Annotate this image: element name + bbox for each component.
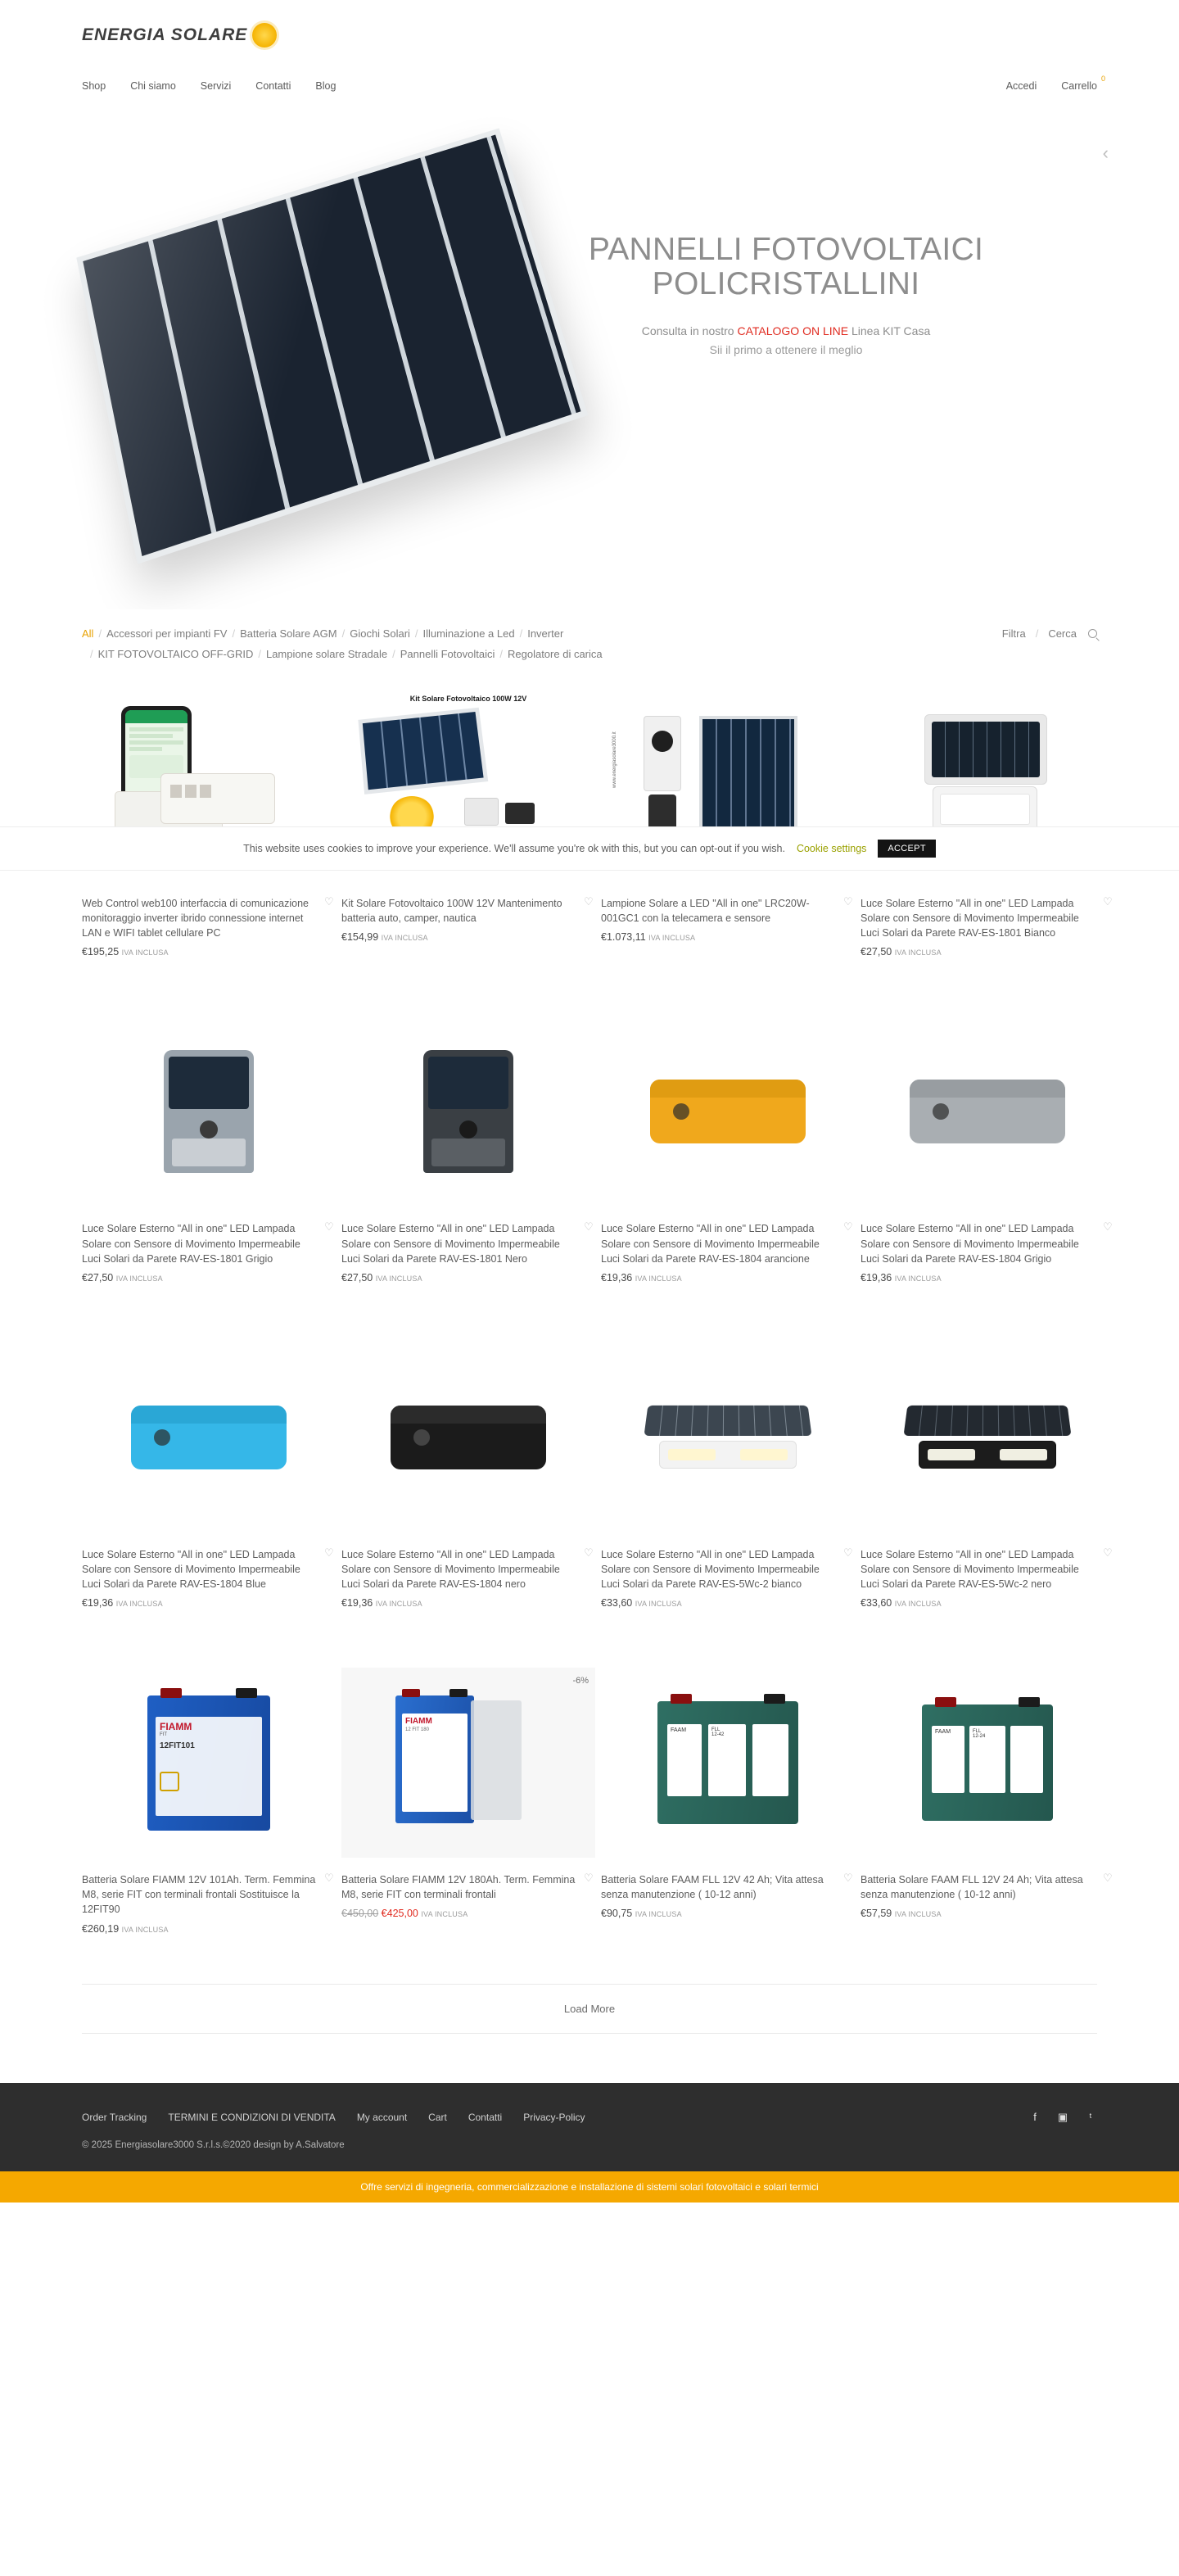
wishlist-heart-icon[interactable]: ♡ — [1103, 1546, 1113, 1559]
filter-pannelli-fotovoltaici[interactable]: Pannelli Fotovoltaici — [400, 648, 495, 660]
wishlist-heart-icon[interactable]: ♡ — [843, 895, 853, 908]
product-title[interactable]: Kit Solare Fotovoltaico 100W 12V Mantenimento batteria auto, camper, nautica — [341, 898, 562, 925]
product-card[interactable] — [861, 1003, 1114, 1283]
product-card[interactable] — [82, 1329, 336, 1609]
product-title-row — [601, 1872, 855, 1902]
product-card[interactable] — [861, 1655, 1114, 1934]
header-top — [82, 0, 1097, 70]
product-card[interactable] — [341, 1003, 595, 1283]
price-value: €19,36 — [601, 1271, 633, 1283]
product-title[interactable]: Luce Solare Esterno "All in one" LED Lampada Solare con Sensore di Movimento Impermeabile Luci Solari da Parete RAV-ES-5Wc-2 nero — [861, 1548, 1079, 1590]
site-header — [0, 0, 1179, 102]
battery-terminal-positive — [160, 1688, 182, 1698]
product-price — [341, 1272, 595, 1283]
filter-batteria-agm[interactable]: Batteria Solare AGM — [240, 627, 337, 640]
solar-cells — [83, 134, 580, 556]
price-value: €90,75 — [601, 1908, 633, 1920]
hero-title — [524, 233, 1048, 301]
hero-slider — [0, 102, 1179, 609]
filter-regolatore-carica[interactable]: Regolatore di carica — [508, 648, 603, 660]
price-vat-note: IVA INCLUSA — [115, 1274, 163, 1283]
footer-top — [82, 2111, 1097, 2124]
hero-title-line2: POLICRISTALLINI — [652, 266, 920, 302]
battery-label-left: FAAM — [932, 1726, 964, 1793]
battery-terminal-negative — [764, 1694, 785, 1704]
price-vat-note: IVA INCLUSA — [894, 1910, 942, 1919]
footer-link-order-tracking[interactable]: Order Tracking — [82, 2111, 147, 2123]
product-title-row — [861, 1221, 1114, 1265]
price-vat-note: IVA INCLUSA — [421, 1910, 468, 1919]
price-value: €33,60 — [861, 1597, 892, 1609]
price-value: €19,36 — [341, 1597, 373, 1609]
product-title[interactable]: Luce Solare Esterno "All in one" LED Lampada Solare con Sensore di Movimento Impermeabile Luci Solari da Parete RAV-ES-1804 nero — [341, 1548, 560, 1590]
product-title[interactable]: Web Control web100 interfaccia di comunicazione monitoraggio inverter ibrido connessione internet LAN e WIFI tablet cellulare PC — [82, 898, 309, 939]
solar-cell-panel — [428, 1057, 508, 1109]
product-title[interactable]: Luce Solare Esterno "All in one" LED Lampada Solare con Sensore di Movimento Impermeabile Luci Solari da Parete RAV-ES-1801 Nero — [341, 1223, 560, 1265]
footer-link-termini[interactable]: TERMINI E CONDIZIONI DI VENDITA — [168, 2111, 336, 2123]
solar-lamp-grey-art — [164, 1050, 254, 1173]
product-price — [601, 1908, 855, 1919]
hero-title-line1: PANNELLI FOTOVOLTAICI — [588, 232, 984, 267]
price-vat-note: IVA INCLUSA — [381, 934, 428, 943]
filter-inverter[interactable]: Inverter — [527, 627, 564, 640]
wishlist-heart-icon[interactable]: ♡ — [843, 1220, 853, 1234]
nav-item-blog[interactable]: Blog — [315, 80, 337, 92]
filtra-button[interactable]: Filtra — [1001, 627, 1026, 640]
price-vat-note: IVA INCLUSA — [375, 1274, 422, 1283]
filter-separator: / — [414, 627, 418, 640]
battery-label-left: FAAM — [667, 1724, 702, 1796]
footer-link-my-account[interactable]: My account — [356, 2111, 408, 2123]
product-card[interactable] — [82, 678, 336, 958]
nav-item-chi-siamo[interactable]: Chi siamo — [130, 80, 176, 92]
product-price — [601, 1597, 855, 1609]
product-title[interactable]: Luce Solare Esterno "All in one" LED Lampada Solare con Sensore di Movimento Impermeabile Luci Solari da Parete RAV-ES-1804 Grigio — [861, 1223, 1079, 1265]
filter-kit-off-grid[interactable]: KIT FOTOVOLTAICO OFF-GRID — [97, 648, 254, 660]
solar-cell-panel — [131, 1406, 287, 1424]
price-value: €1.073,11 — [601, 931, 646, 944]
wishlist-heart-icon[interactable]: ♡ — [584, 1872, 594, 1885]
solar-bar-black-art — [391, 1406, 546, 1469]
price-vat-note: IVA INCLUSA — [648, 934, 696, 943]
product-price — [601, 931, 855, 943]
image-overlay-title: Kit Solare Fotovoltaico 100W 12V — [409, 695, 527, 703]
price-original: €450,00 — [341, 1908, 379, 1920]
product-title[interactable]: Batteria Solare FIAMM 12V 180Ah. Term. Femmina M8, serie FIT con terminali frontali — [341, 1874, 576, 1901]
product-row — [82, 678, 1113, 958]
filter-separator: / — [499, 648, 503, 660]
filter-giochi-solari[interactable]: Giochi Solari — [350, 627, 410, 640]
row-spacer — [82, 1283, 1097, 1329]
product-card[interactable] — [82, 1003, 336, 1283]
product-title[interactable]: Luce Solare Esterno "All in one" LED Lampada Solare con Sensore di Movimento Impermeabile Luci Solari da Parete RAV-ES-5Wc-2 bianco — [601, 1548, 820, 1590]
motion-sensor — [459, 1120, 477, 1139]
instagram-icon[interactable]: ▣ — [1057, 2110, 1068, 2123]
hero-subtitle-2: Sii il primo a ottenere il meglio — [709, 343, 863, 357]
led-housing — [659, 1441, 797, 1469]
product-image[interactable] — [341, 1016, 595, 1207]
filter-separator: / — [519, 627, 523, 640]
product-image[interactable] — [861, 1342, 1114, 1532]
motion-sensor — [673, 1103, 689, 1120]
product-image[interactable] — [341, 1668, 595, 1858]
filter-separator: / — [341, 627, 346, 640]
site-footer — [0, 2083, 1179, 2171]
filter-separator: / — [98, 627, 102, 640]
led-housing — [919, 1441, 1056, 1469]
product-title[interactable]: Luce Solare Esterno "All in one" LED Lampada Solare con Sensore di Movimento Impermeabile Luci Solari da Parete RAV-ES-1801 Bianco — [861, 898, 1079, 939]
slider-prev-icon[interactable]: ‹ — [1102, 143, 1109, 163]
product-title-row — [861, 1872, 1114, 1902]
product-card[interactable] — [601, 1329, 855, 1609]
product-title-row — [861, 1547, 1114, 1591]
filter-row-1 — [82, 609, 1097, 640]
price-vat-note: IVA INCLUSA — [635, 1274, 682, 1283]
product-image[interactable] — [601, 1668, 855, 1858]
product-row — [82, 1329, 1113, 1609]
product-price — [82, 946, 336, 958]
solar-wing-white-art — [646, 1398, 810, 1477]
price-vat-note: IVA INCLUSA — [894, 1600, 942, 1609]
battery-terminal-negative — [236, 1688, 257, 1698]
footer-links — [82, 2112, 585, 2123]
product-title-row — [341, 1872, 595, 1902]
price-vat-note: IVA INCLUSA — [375, 1600, 422, 1609]
hero-sub-pre: Consulta in nostro — [641, 324, 738, 338]
led-area — [431, 1139, 505, 1166]
product-price — [861, 1272, 1114, 1283]
filter-actions — [1002, 627, 1097, 640]
filter-lampione-stradale[interactable]: Lampione solare Stradale — [265, 648, 388, 660]
battery-label-mid: FLL 12-24 — [969, 1726, 1005, 1793]
social-links — [1028, 2111, 1097, 2124]
footer-tagline-bar: Offre servizi di ingegneria, commercializzazione e installazione di sistemi solari fotovoltaici e solari termici — [0, 2171, 1179, 2203]
wishlist-heart-icon[interactable]: ♡ — [1103, 1872, 1113, 1885]
filter-accessori[interactable]: Accessori per impianti FV — [106, 627, 228, 640]
filter-row-2 — [82, 640, 1097, 678]
wishlist-heart-icon[interactable]: ♡ — [584, 895, 594, 908]
nav-left — [82, 80, 360, 92]
product-card[interactable] — [601, 1003, 855, 1283]
wishlist-heart-icon[interactable]: ♡ — [843, 1872, 853, 1885]
product-image[interactable] — [82, 1342, 336, 1532]
cart-label: Carrello — [1061, 80, 1097, 92]
battery-fiamm-180-art: FIAMM 12 FIT 180 — [341, 1668, 595, 1858]
nav-item-servizi[interactable]: Servizi — [200, 80, 232, 92]
price-value: €27,50 — [861, 946, 892, 958]
price-value: €33,60 — [601, 1597, 633, 1609]
solar-bar-grey-art — [910, 1080, 1065, 1143]
product-title-row — [82, 896, 336, 940]
battery-terminal-positive — [671, 1694, 692, 1704]
filter-separator: / — [392, 648, 395, 660]
product-title[interactable]: Batteria Solare FIAMM 12V 101Ah. Term. Femmina M8, serie FIT con terminali frontali Sostituisce la 12FIT90 — [82, 1874, 316, 1916]
product-card[interactable] — [861, 1329, 1114, 1609]
product-image[interactable] — [861, 1668, 1114, 1858]
hero-product-image — [74, 155, 581, 540]
footer-link-privacy[interactable]: Privacy-Policy — [523, 2111, 585, 2123]
product-row — [82, 1655, 1113, 1935]
product-image[interactable] — [601, 1342, 855, 1532]
hero-sub-post: Linea KIT Casa — [848, 324, 931, 338]
nav-item-carrello[interactable] — [1061, 75, 1105, 92]
battery-label-right — [752, 1724, 788, 1796]
wishlist-heart-icon[interactable]: ♡ — [324, 1872, 334, 1885]
filter-illuminazione-led[interactable]: Illuminazione a Led — [422, 627, 515, 640]
battery-faam-green-2-art — [922, 1705, 1053, 1821]
footer-link-contatti[interactable]: Contatti — [468, 2111, 503, 2123]
product-title[interactable]: Batteria Solare FAAM FLL 12V 42 Ah; Vita attesa senza manutenzione ( 10-12 anni) — [601, 1874, 824, 1901]
facebook-icon[interactable]: f — [1033, 2111, 1037, 2123]
main-navigation — [82, 70, 1105, 102]
product-card[interactable] — [341, 1655, 595, 1934]
price-value: €19,36 — [82, 1597, 114, 1609]
product-title[interactable]: Luce Solare Esterno "All in one" LED Lampada Solare con Sensore di Movimento Impermeabile Luci Solari da Parete RAV-ES-1801 Grigio — [82, 1223, 300, 1265]
row-spacer — [82, 1609, 1097, 1655]
wishlist-heart-icon[interactable]: ♡ — [843, 1546, 853, 1559]
cerca-button[interactable]: Cerca — [1048, 627, 1077, 640]
product-title-row — [861, 896, 1114, 940]
product-row — [82, 1003, 1113, 1283]
product-card[interactable] — [601, 678, 855, 958]
price-vat-note: IVA INCLUSA — [635, 1910, 682, 1919]
product-card[interactable] — [341, 678, 595, 958]
product-title-row — [601, 1221, 855, 1265]
filter-separator: / — [232, 627, 236, 640]
cookie-message: This website uses cookies to improve your experience. We'll assume you're ok with this, but you can opt-out if you wish. — [243, 843, 785, 854]
sale-badge: -6% — [572, 1676, 589, 1686]
nav-right — [982, 75, 1105, 92]
price-value: €19,36 — [861, 1271, 892, 1283]
hero-text — [524, 233, 1048, 356]
price-vat-note: IVA INCLUSA — [121, 948, 169, 958]
battery-fiamm-blue-art — [147, 1695, 270, 1831]
price-vat-note: IVA INCLUSA — [894, 1274, 942, 1283]
product-image[interactable] — [341, 1342, 595, 1532]
lampione-art: www.energiasolare3000.it — [601, 691, 855, 881]
filter-all[interactable]: All — [82, 627, 94, 640]
product-title-row — [82, 1221, 336, 1265]
nav-item-shop[interactable]: Shop — [82, 80, 106, 92]
solar-cell-panel — [391, 1406, 546, 1424]
cart-count-badge: 0 — [1100, 75, 1105, 83]
battery-terminal-negative — [1019, 1697, 1040, 1707]
product-price — [861, 1597, 1114, 1609]
led-area — [172, 1139, 246, 1166]
price-vat-note: IVA INCLUSA — [894, 948, 942, 958]
battery-terminal-positive — [935, 1697, 956, 1707]
battery-label-mid: FLL 12-42 — [708, 1724, 746, 1796]
price-vat-note: IVA INCLUSA — [115, 1600, 163, 1609]
product-title[interactable]: Lampione Solare a LED "All in one" LRC20W-001GC1 con la telecamera e sensore — [601, 898, 810, 925]
product-title[interactable]: Luce Solare Esterno "All in one" LED Lampada Solare con Sensore di Movimento Impermeabile Luci Solari da Parete RAV-ES-1804 Blue — [82, 1548, 300, 1590]
solar-bar-orange-art — [650, 1080, 806, 1143]
product-card[interactable] — [82, 1655, 336, 1934]
price-discounted: €425,00 — [381, 1908, 418, 1920]
wishlist-heart-icon[interactable]: ♡ — [1103, 1220, 1113, 1234]
nav-item-accedi[interactable]: Accedi — [1005, 80, 1037, 92]
solar-cell-panel — [650, 1080, 806, 1098]
footer-link-cart[interactable]: Cart — [428, 2111, 447, 2123]
solar-cell-panel — [169, 1057, 249, 1109]
product-image[interactable] — [861, 1016, 1114, 1207]
solar-wing-black-art — [906, 1398, 1069, 1477]
product-price — [861, 946, 1114, 958]
price-value: €154,99 — [341, 931, 379, 944]
wishlist-heart-icon[interactable]: ♡ — [584, 1220, 594, 1234]
product-title-row — [82, 1547, 336, 1591]
product-image[interactable] — [601, 1016, 855, 1207]
price-value: €27,50 — [82, 1271, 114, 1283]
cookie-accept-button[interactable]: ACCEPT — [878, 840, 935, 858]
price-value: €260,19 — [82, 1922, 120, 1935]
product-title-row — [82, 1872, 336, 1917]
motion-sensor — [413, 1429, 430, 1446]
product-title[interactable]: Luce Solare Esterno "All in one" LED Lampada Solare con Sensore di Movimento Impermeabile Luci Solari da Parete RAV-ES-1804 arancione — [601, 1223, 820, 1265]
hero-subtitle — [524, 324, 1048, 337]
wishlist-heart-icon[interactable]: ♡ — [324, 895, 334, 908]
logo-text: ENERGIA SOLARE — [82, 25, 248, 44]
product-image[interactable] — [82, 1668, 336, 1858]
product-title-row — [601, 896, 855, 926]
product-card[interactable] — [861, 678, 1114, 958]
solar-cell-panel — [910, 1080, 1065, 1098]
product-title-row — [341, 1221, 595, 1265]
battery-label-right — [1010, 1726, 1043, 1793]
product-card[interactable] — [341, 1329, 595, 1609]
product-title-row — [341, 1547, 595, 1591]
solar-cell-panel — [903, 1406, 1071, 1436]
price-value: €27,50 — [341, 1271, 373, 1283]
wishlist-heart-icon[interactable]: ♡ — [324, 1220, 334, 1234]
product-title-row — [341, 896, 595, 926]
motion-sensor — [933, 1103, 949, 1120]
product-image[interactable] — [82, 1016, 336, 1207]
product-price — [82, 1597, 336, 1609]
cookie-consent-bar — [0, 827, 1179, 870]
load-more-section — [0, 1984, 1179, 2034]
product-card[interactable] — [601, 1655, 855, 1934]
price-value: €195,25 — [82, 946, 120, 958]
wishlist-heart-icon[interactable]: ♡ — [1103, 895, 1113, 908]
site-logo[interactable] — [82, 23, 277, 48]
solar-bar-blue-art — [131, 1406, 287, 1469]
cookie-settings-link[interactable]: Cookie settings — [796, 843, 867, 854]
filter-separator: / — [258, 648, 261, 660]
solar-cell-panel — [644, 1406, 811, 1436]
copyright-text: © 2025 Energiasolare3000 S.r.l.s.©2020 design by A.Salvatore — [82, 2139, 345, 2150]
twitter-icon[interactable]: ᵗ — [1089, 2111, 1092, 2123]
battery-faam-green-art — [657, 1701, 798, 1824]
solar-panel-graphic — [76, 129, 588, 564]
price-value: €57,59 — [861, 1908, 892, 1920]
battery-label: FIAMM FIT 12FIT101 — [156, 1717, 262, 1816]
sun-icon — [252, 23, 277, 48]
product-price — [341, 1597, 595, 1609]
product-price — [341, 931, 595, 943]
row-spacer — [82, 958, 1097, 1003]
search-icon[interactable] — [1088, 629, 1097, 638]
motion-sensor — [154, 1429, 170, 1446]
product-price — [82, 1272, 336, 1283]
product-title[interactable]: Batteria Solare FAAM FLL 12V 24 Ah; Vita attesa senza manutenzione ( 10-12 anni) — [861, 1874, 1083, 1901]
solar-lamp-black-art — [423, 1050, 513, 1173]
price-vat-note: IVA INCLUSA — [121, 1925, 169, 1934]
product-title-row — [601, 1547, 855, 1591]
product-price — [82, 1923, 336, 1935]
filter-separator: / — [1035, 627, 1039, 640]
product-price — [601, 1272, 855, 1283]
product-price — [341, 1908, 595, 1919]
product-price — [861, 1908, 1114, 1919]
wishlist-heart-icon[interactable]: ♡ — [584, 1546, 594, 1559]
load-more-button[interactable]: Load More — [82, 1984, 1097, 2034]
category-filter-bar — [0, 609, 1179, 678]
filter-separator: / — [90, 648, 93, 660]
hero-catalog-link[interactable]: CATALOGO ON LINE — [737, 324, 849, 338]
price-vat-note: IVA INCLUSA — [635, 1600, 682, 1609]
motion-sensor — [200, 1120, 218, 1139]
wishlist-heart-icon[interactable]: ♡ — [324, 1546, 334, 1559]
nav-item-contatti[interactable]: Contatti — [255, 80, 291, 92]
